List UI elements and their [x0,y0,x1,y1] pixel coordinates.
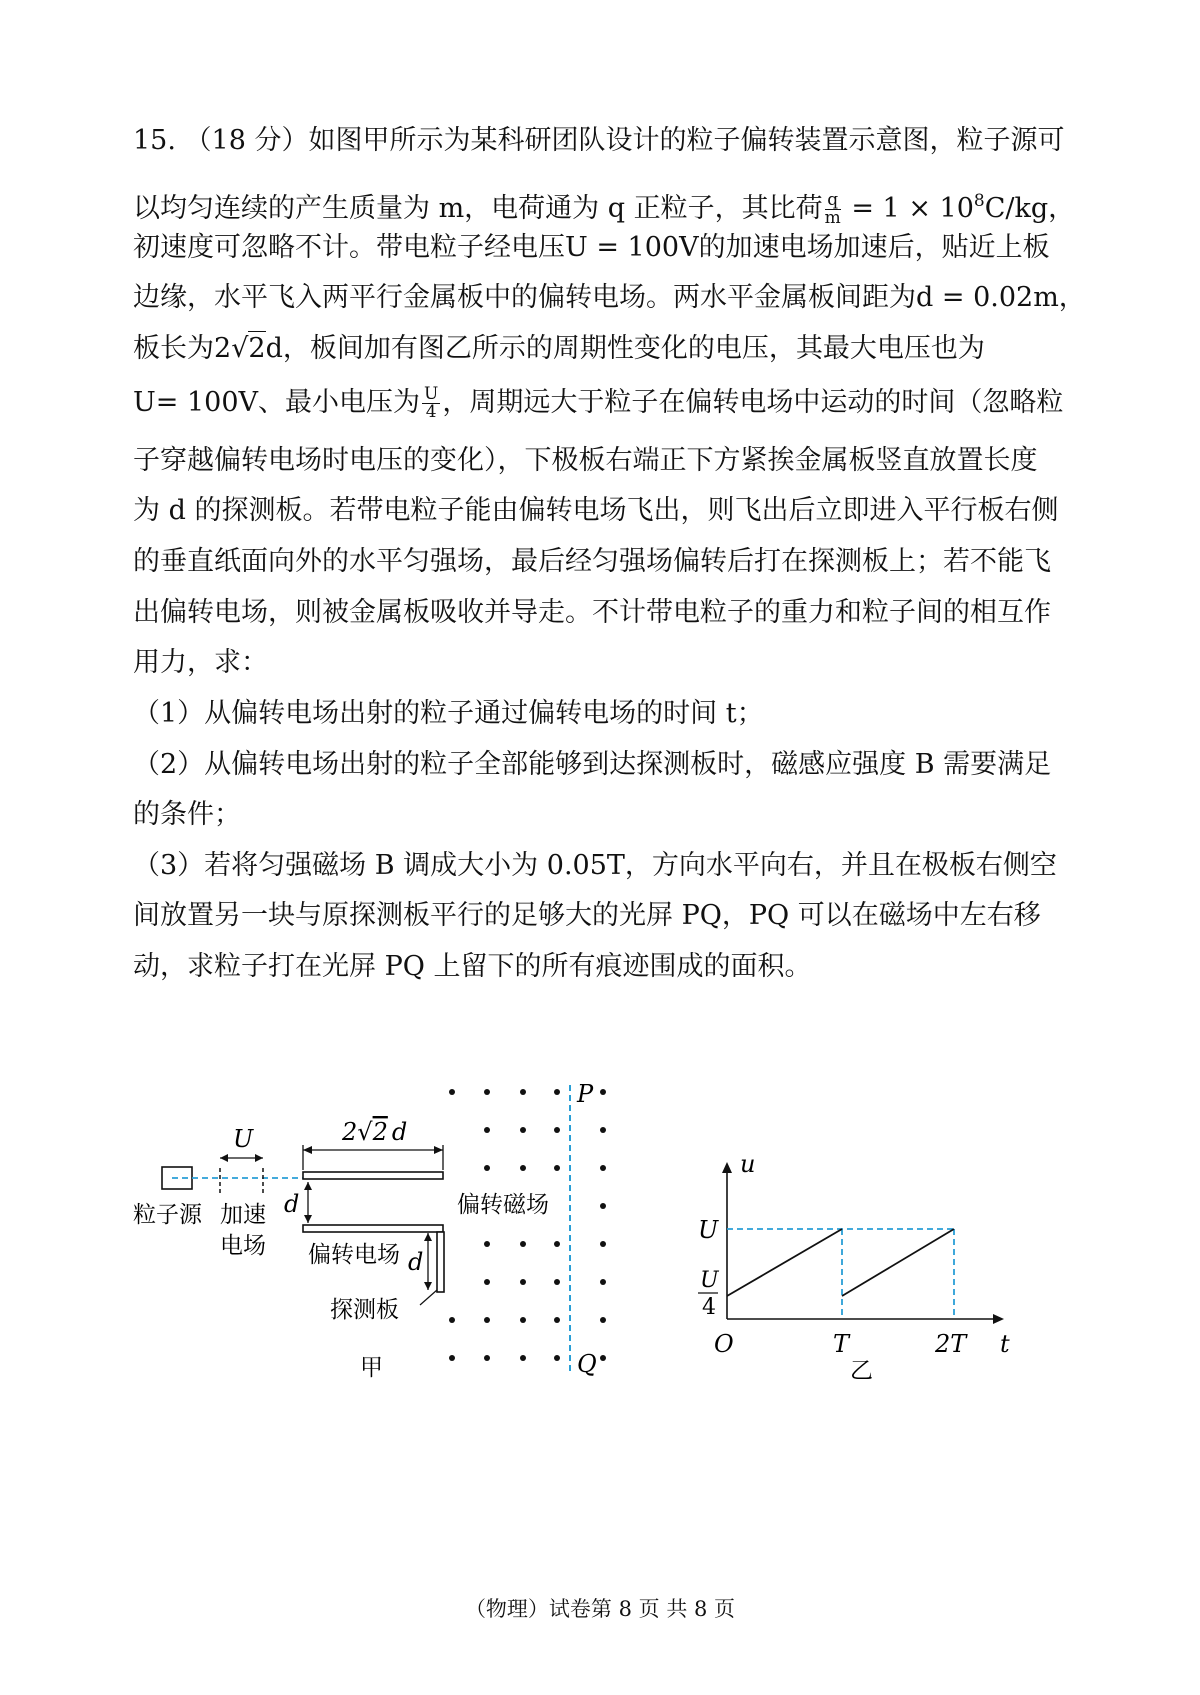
exponent: 8 [973,191,985,211]
plate-length-radicand: 2 [372,1118,388,1146]
accel-field-label-2: 电场 [220,1233,266,1259]
problem-line-5: 板长为2√2d，板间加有图乙所示的周期性变化的电压，其最大电压也为 [133,333,985,364]
problem-line-2 [133,184,1075,227]
accel-field-label-1: 加速 [220,1202,266,1228]
field-dot [484,1241,490,1247]
field-dot [554,1317,560,1323]
screen-p-label: P [577,1080,594,1108]
field-dot [554,1355,560,1361]
problem-line-6 [133,386,1063,421]
plate-length-unit: d [391,1118,408,1146]
question-1: （1）从偏转电场出射的粒子通过偏转电场的时间 t； [133,698,764,729]
fraction-denominator: 4 [425,402,437,422]
problem-line-8: 为 d 的探测板。若带电粒子能由偏转电场飞出，则飞出后立即进入平行板右侧 [133,495,1059,526]
arrow-head-icon [304,1215,312,1223]
field-dot [600,1317,606,1323]
t-axis-arrow-icon [993,1314,1004,1324]
field-dot [554,1127,560,1133]
field-dot [600,1203,606,1209]
deflection-bfield-label: 偏转磁场 [457,1192,549,1218]
text-segment: d，板间加有图乙所示的周期性变化的电压，其最大电压也为 [265,333,985,364]
field-dot [484,1279,490,1285]
text-segment: 以均匀连续的产生质量为 m，电荷通为 q 正粒子，其比荷 [133,193,823,224]
plate-length-coef: 2 [342,1118,358,1146]
u-axis-label: u [740,1150,756,1178]
page-footer: （物理）试卷第 8 页 共 8 页 [464,1597,736,1621]
field-dot [484,1317,490,1323]
tick-label-u4-num: U [700,1268,719,1293]
plate-length-label: 2√2 d [342,1118,408,1146]
problem-line-4: 边缘，水平飞入两平行金属板中的偏转电场。两水平金属板间距为d = 0.02m， [133,282,1086,313]
problem-line-7: 子穿越偏转电场时电压的变化），下极板右端正下方紧挨金属板竖直放置长度 [133,445,1038,476]
arrow-head-icon [424,1282,432,1290]
question-2-line-2: 的条件； [133,799,241,830]
field-dot [600,1089,606,1095]
field-dot [484,1089,490,1095]
field-dot [554,1279,560,1285]
deflection-efield-label: 偏转电场 [308,1242,400,1268]
arrow-head-icon [424,1233,432,1241]
question-3-line-2: 间放置另一块与原探测板平行的足够大的光屏 PQ，PQ 可以在磁场中左右移 [133,900,1041,931]
field-dot [484,1165,490,1171]
field-dot [554,1241,560,1247]
sawtooth-ramp-1 [727,1229,842,1296]
fraction-numerator: U [424,384,439,404]
field-dot [449,1317,455,1323]
fraction-numerator: q [825,192,841,210]
problem-line-11: 用力，求： [133,647,268,678]
field-dot [484,1355,490,1361]
text-segment: C/kg， [984,193,1076,224]
arrow-head-icon [255,1154,263,1162]
field-dot [520,1317,526,1323]
tick-label-u4-den: 4 [702,1295,716,1320]
accel-voltage-label: U [233,1125,254,1153]
field-dot [449,1355,455,1361]
detector-label: 探测板 [330,1297,399,1323]
problem-line-9: 的垂直纸面向外的水平匀强场，最后经匀强场偏转后打在探测板上；若不能飞 [133,546,1051,577]
field-dot [449,1089,455,1095]
charge-mass-fraction [825,192,841,227]
bottom-plate [303,1225,443,1232]
problem-line-3: 初速度可忽略不计。带电粒子经电压U = 100V的加速电场加速后，贴近上板 [133,232,1050,263]
min-voltage-fraction [422,386,440,421]
field-dot [520,1355,526,1361]
field-dot [520,1241,526,1247]
tick-label-t: T [833,1330,850,1358]
arrow-head-icon [434,1146,443,1154]
magnetic-field-dots [449,1089,606,1361]
text-segment: U= 100V、最小电压为 [133,387,420,418]
fraction-denominator: m [824,208,841,228]
arrow-head-icon [303,1146,312,1154]
arrow-head-icon [220,1154,228,1162]
tick-label-2t: 2T [935,1330,967,1358]
gap-label: d [284,1190,300,1218]
field-dot [600,1127,606,1133]
field-dot [520,1165,526,1171]
field-dot [600,1355,606,1361]
figure-yi-caption: 乙 [850,1358,873,1380]
figure-yi-voltage-graph [690,1150,1030,1380]
field-dot [600,1241,606,1247]
problem-line-10: 出偏转电场，则被金属板吸收并导走。不计带电粒子的重力和粒子间的相互作 [133,597,1051,628]
text-segment: = 1 × 10 [842,193,974,224]
origin-label: O [714,1330,734,1358]
text-segment: ，周期远大于粒子在偏转电场中运动的时间（忽略粒 [442,387,1064,418]
u-axis-arrow-icon [722,1162,732,1173]
field-dot [554,1089,560,1095]
t-axis-label: t [1000,1330,1010,1358]
particle-source-label: 粒子源 [133,1202,202,1228]
tick-label-u: U [698,1216,719,1244]
field-dot [600,1165,606,1171]
screen-q-label: Q [577,1350,597,1378]
figure-jia-caption: 甲 [360,1355,383,1381]
field-dot [484,1127,490,1133]
detector-leader-line [420,1290,437,1305]
sqrt-radicand: 2 [248,333,266,364]
detector-plate [437,1232,444,1292]
sawtooth-ramp-2 [842,1229,954,1296]
field-dot [520,1279,526,1285]
top-plate [303,1172,443,1179]
figure-jia-apparatus [120,1075,640,1385]
arrow-head-icon [304,1182,312,1190]
field-dot [520,1089,526,1095]
field-dot [554,1165,560,1171]
detector-length-label: d [408,1248,424,1276]
field-dot [600,1279,606,1285]
problem-line-1: 15. （18 分）如图甲所示为某科研团队设计的粒子偏转装置示意图，粒子源可 [133,125,1065,156]
field-dot [520,1127,526,1133]
question-3-line-3: 动，求粒子打在光屏 PQ 上留下的所有痕迹围成的面积。 [133,951,812,982]
question-3-line-1: （3）若将匀强磁场 B 调成大小为 0.05T，方向水平向右，并且在极板右侧空 [133,850,1057,881]
text-segment: 板长为2 [133,333,232,364]
question-2-line-1: （2）从偏转电场出射的粒子全部能够到达探测板时，磁感应强度 B 需要满足 [133,749,1052,780]
